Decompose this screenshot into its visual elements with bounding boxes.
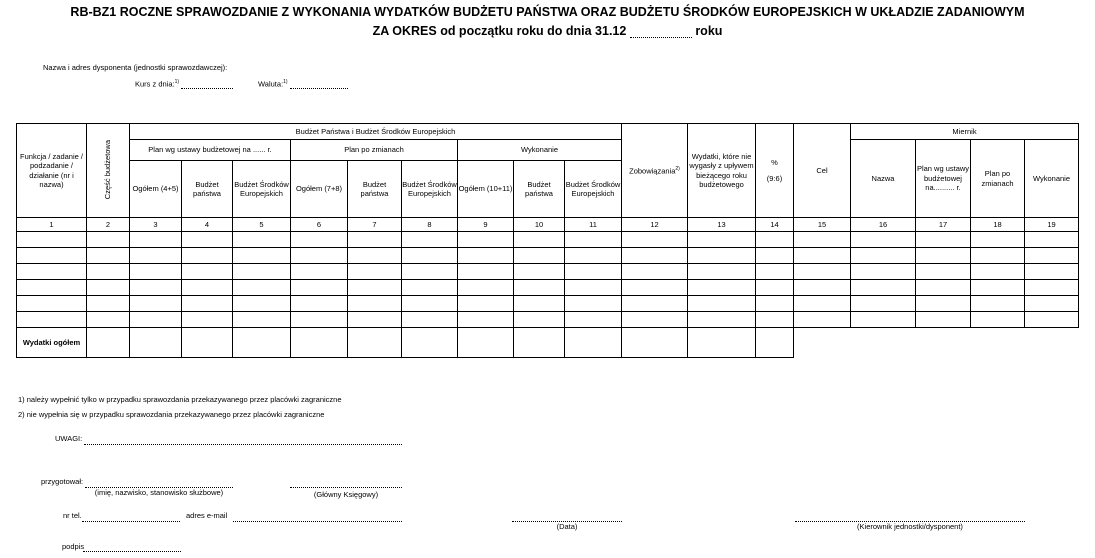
total-cell[interactable] (87, 328, 130, 358)
table-cell[interactable] (851, 264, 916, 280)
table-cell[interactable] (756, 264, 794, 280)
table-cell[interactable] (514, 232, 565, 248)
table-cell[interactable] (130, 280, 182, 296)
col-num: 19 (1025, 218, 1079, 232)
header-budget-group: Budżet Państwa i Budżet Środków Europejskich (130, 124, 622, 140)
table-cell[interactable] (794, 232, 851, 248)
table-cell[interactable] (182, 312, 233, 328)
total-empty (916, 328, 971, 358)
table-cell[interactable] (458, 264, 514, 280)
table-cell[interactable] (17, 296, 87, 312)
table-cell[interactable] (291, 248, 348, 264)
period-prefix: ZA OKRES od początku roku do dnia 31.12 (372, 24, 627, 38)
table-cell[interactable] (233, 264, 291, 280)
table-cell[interactable] (402, 248, 458, 264)
table-cell[interactable] (182, 296, 233, 312)
table-cell[interactable] (233, 312, 291, 328)
table-row (17, 232, 1079, 248)
table-cell[interactable] (1025, 296, 1079, 312)
table-cell[interactable] (348, 312, 402, 328)
header-budzet-se-1: Budżet Środków Europejskich (233, 161, 291, 218)
header-funkcja: Funkcja / zadanie / podzadanie / działanie (nr i nazwa) (17, 124, 87, 218)
currency-sup: 1) (283, 79, 288, 85)
table-cell[interactable] (1025, 248, 1079, 264)
total-cell[interactable] (565, 328, 622, 358)
table-cell[interactable] (916, 312, 971, 328)
rate-label: Kurs z dnia: (135, 79, 175, 89)
table-cell[interactable] (916, 264, 971, 280)
table-cell[interactable] (130, 248, 182, 264)
podpis-label: podpis (62, 542, 85, 551)
period-year-field[interactable] (630, 26, 692, 38)
total-cell[interactable] (622, 328, 688, 358)
table-cell[interactable] (87, 232, 130, 248)
period-suffix: roku (695, 24, 723, 38)
table-cell[interactable] (688, 296, 756, 312)
data-caption: (Data) (556, 522, 578, 531)
total-cell[interactable] (402, 328, 458, 358)
table-cell[interactable] (233, 232, 291, 248)
total-empty (794, 328, 851, 358)
header-ogolem-78: Ogółem (7+8) (291, 161, 348, 218)
table-cell[interactable] (130, 264, 182, 280)
table-cell[interactable] (130, 312, 182, 328)
table-cell[interactable] (688, 280, 756, 296)
header-ogolem-1011: Ogółem (10+11) (458, 161, 514, 218)
table-cell[interactable] (17, 280, 87, 296)
total-row (17, 328, 1079, 358)
table-cell[interactable] (291, 280, 348, 296)
table-cell[interactable] (971, 264, 1025, 280)
col-num: 12 (622, 218, 688, 232)
table-cell[interactable] (17, 232, 87, 248)
table-cell[interactable] (514, 296, 565, 312)
table-row (17, 280, 1079, 296)
col-num: 4 (182, 218, 233, 232)
table-cell[interactable] (971, 296, 1025, 312)
header-cel: Cel (794, 124, 851, 218)
przygotowal-caption: (imię, nazwisko, stanowisko służbowe) (94, 488, 224, 497)
header-miernik-wykonanie: Wykonanie (1025, 140, 1079, 218)
table-cell[interactable] (971, 312, 1025, 328)
table-cell[interactable] (971, 248, 1025, 264)
table-cell[interactable] (87, 264, 130, 280)
nr-tel-label: nr tel. (63, 511, 82, 520)
header-plan-zmian: Plan po zmianach (291, 140, 458, 161)
table-cell[interactable] (182, 264, 233, 280)
table-cell[interactable] (182, 232, 233, 248)
table-cell[interactable] (514, 312, 565, 328)
table-cell[interactable] (916, 280, 971, 296)
table-cell[interactable] (348, 296, 402, 312)
table-row (17, 248, 1079, 264)
nr-tel-field[interactable] (82, 520, 180, 522)
total-cell[interactable] (130, 328, 182, 358)
table-cell[interactable] (458, 280, 514, 296)
table-cell[interactable] (688, 264, 756, 280)
uwagi-field[interactable] (84, 443, 402, 445)
table-cell[interactable] (233, 296, 291, 312)
currency-row (258, 79, 348, 89)
table-cell[interactable] (622, 312, 688, 328)
col-num: 3 (130, 218, 182, 232)
col-num: 13 (688, 218, 756, 232)
table-cell[interactable] (291, 296, 348, 312)
table-cell[interactable] (402, 264, 458, 280)
table-cell[interactable] (971, 232, 1025, 248)
table-cell[interactable] (971, 280, 1025, 296)
table-cell[interactable] (458, 312, 514, 328)
header-zobowiazania-sup: 2) (675, 165, 680, 172)
table-cell[interactable] (17, 312, 87, 328)
table-cell[interactable] (565, 296, 622, 312)
total-cell[interactable] (514, 328, 565, 358)
header-percent (756, 124, 794, 218)
table-cell[interactable] (851, 248, 916, 264)
disponent-label: Nazwa i adres dysponenta (jednostki sprawozdawczej): (43, 63, 228, 72)
table-cell[interactable] (514, 264, 565, 280)
header-budzet-panstwa-3: Budżet państwa (514, 161, 565, 218)
currency-label: Waluta: (258, 79, 284, 89)
table-cell[interactable] (794, 296, 851, 312)
table-cell[interactable] (565, 264, 622, 280)
table-cell[interactable] (756, 312, 794, 328)
total-cell[interactable] (688, 328, 756, 358)
header-percent-formula: (9:6) (766, 173, 783, 183)
total-cell[interactable] (182, 328, 233, 358)
table-cell[interactable] (514, 280, 565, 296)
table-cell[interactable] (794, 280, 851, 296)
total-empty (1025, 328, 1079, 358)
total-empty (851, 328, 916, 358)
table-cell[interactable] (688, 312, 756, 328)
table-cell[interactable] (565, 312, 622, 328)
col-num: 10 (514, 218, 565, 232)
podpis-field[interactable] (83, 550, 181, 552)
table-cell[interactable] (87, 280, 130, 296)
table-cell[interactable] (851, 312, 916, 328)
col-num: 5 (233, 218, 291, 232)
table-cell[interactable] (622, 296, 688, 312)
table-cell[interactable] (402, 232, 458, 248)
email-label: adres e-mail (186, 511, 228, 520)
table-cell[interactable] (756, 280, 794, 296)
header-ogolem-45: Ogółem (4+5) (130, 161, 182, 218)
total-cell[interactable] (233, 328, 291, 358)
table-cell[interactable] (348, 264, 402, 280)
total-cell[interactable] (291, 328, 348, 358)
table-cell[interactable] (756, 296, 794, 312)
total-cell[interactable] (756, 328, 794, 358)
table-cell[interactable] (688, 248, 756, 264)
table-cell[interactable] (1025, 280, 1079, 296)
table-cell[interactable] (402, 296, 458, 312)
table-cell[interactable] (1025, 312, 1079, 328)
col-num: 9 (458, 218, 514, 232)
table-cell[interactable] (916, 232, 971, 248)
total-cell[interactable] (348, 328, 402, 358)
table-cell[interactable] (291, 264, 348, 280)
column-number-row (17, 218, 1079, 232)
header-wydatki-wygasly: Wydatki, które nie wygasły z upływem bieżącego roku budżetowego (688, 124, 756, 218)
uwagi-label: UWAGI: (55, 434, 83, 443)
footnote-2: 2) nie wypełnia się w przypadku sprawozdania przekazywanego przez placówki zagraniczne (18, 410, 325, 419)
table-cell[interactable] (622, 248, 688, 264)
col-num: 16 (851, 218, 916, 232)
kierownik-caption: (Kierownik jednostki/dysponent) (857, 522, 963, 531)
table-cell[interactable] (233, 280, 291, 296)
header-budzet-panstwa-1: Budżet państwa (182, 161, 233, 218)
table-cell[interactable] (514, 248, 565, 264)
table-cell[interactable] (1025, 232, 1079, 248)
table-cell[interactable] (622, 280, 688, 296)
table-cell[interactable] (458, 296, 514, 312)
report-period (0, 24, 1095, 38)
col-num: 14 (756, 218, 794, 232)
table-cell[interactable] (87, 248, 130, 264)
ksiegowy-field[interactable] (290, 486, 402, 488)
col-num: 8 (402, 218, 458, 232)
total-empty (971, 328, 1025, 358)
table-cell[interactable] (458, 232, 514, 248)
table-cell[interactable] (756, 232, 794, 248)
table-cell[interactable] (458, 248, 514, 264)
header-czesc-text: Część budżetowa (103, 139, 113, 199)
table-cell[interactable] (402, 312, 458, 328)
col-num: 11 (565, 218, 622, 232)
table-cell[interactable] (130, 296, 182, 312)
header-plan-ustawy: Plan wg ustawy budżetowej na ...... r. (130, 140, 291, 161)
col-num: 7 (348, 218, 402, 232)
table-cell[interactable] (291, 232, 348, 248)
table-cell[interactable] (182, 248, 233, 264)
table-cell[interactable] (402, 280, 458, 296)
ksiegowy-caption: (Główny Księgowy) (313, 490, 379, 499)
przygotowal-label: przygotował: (41, 477, 84, 486)
header-budzet-panstwa-2: Budżet państwa (348, 161, 402, 218)
table-cell[interactable] (916, 248, 971, 264)
total-label: Wydatki ogółem (17, 328, 87, 358)
table-cell[interactable] (794, 312, 851, 328)
col-num: 18 (971, 218, 1025, 232)
col-num: 1 (17, 218, 87, 232)
table-body (17, 232, 1079, 328)
table-cell[interactable] (130, 232, 182, 248)
table-cell[interactable] (622, 264, 688, 280)
table-cell[interactable] (851, 232, 916, 248)
table-cell[interactable] (17, 248, 87, 264)
table-row (17, 264, 1079, 280)
table-cell[interactable] (794, 264, 851, 280)
col-num: 6 (291, 218, 348, 232)
table-row (17, 296, 1079, 312)
rate-sup: 1) (174, 79, 180, 85)
header-miernik-plan-zmian: Plan po zmianach (971, 140, 1025, 218)
table-cell[interactable] (851, 280, 916, 296)
table-cell[interactable] (87, 296, 130, 312)
table-cell[interactable] (688, 232, 756, 248)
header-zobowiazania (622, 124, 688, 218)
header-miernik: Miernik (851, 124, 1079, 140)
currency-field[interactable] (290, 80, 348, 89)
table-cell[interactable] (565, 280, 622, 296)
table-cell[interactable] (622, 232, 688, 248)
footnote-1: 1) należy wypełnić tylko w przypadku sprawozdania przekazywanego przez placówki zagraniczne (18, 395, 342, 404)
report-title: RB-BZ1 ROCZNE SPRAWOZDANIE Z WYKONANIA WYDATKÓW BUDŻETU PAŃSTWA ORAZ BUDŻETU ŚRODKÓW EUROPEJSKICH W UKŁADZIE ZADANIOWYM (70, 5, 1025, 19)
header-wykonanie-group: Wykonanie (458, 140, 622, 161)
table-cell[interactable] (565, 232, 622, 248)
table-cell[interactable] (17, 264, 87, 280)
header-miernik-nazwa: Nazwa (851, 140, 916, 218)
header-budzet-se-2: Budżet Środków Europejskich (402, 161, 458, 218)
header-czesc (87, 124, 130, 218)
report-table (16, 123, 1079, 358)
col-num: 15 (794, 218, 851, 232)
table-row (17, 312, 1079, 328)
header-miernik-plan-ustawy: Plan wg ustawy budżetowej na.......... r. (916, 140, 971, 218)
table-cell[interactable] (348, 248, 402, 264)
col-num: 2 (87, 218, 130, 232)
col-num: 17 (916, 218, 971, 232)
rate-row (135, 79, 233, 89)
total-cell[interactable] (458, 328, 514, 358)
header-budzet-se-3: Budżet Środków Europejskich (565, 161, 622, 218)
header-zobowiazania-text: Zobowiązania (629, 166, 676, 176)
table-cell[interactable] (756, 248, 794, 264)
table-cell[interactable] (182, 280, 233, 296)
table-cell[interactable] (87, 312, 130, 328)
table-cell[interactable] (916, 296, 971, 312)
table-cell[interactable] (851, 296, 916, 312)
table-cell[interactable] (1025, 264, 1079, 280)
table-cell[interactable] (348, 232, 402, 248)
email-field[interactable] (233, 520, 402, 522)
table-cell[interactable] (794, 248, 851, 264)
table-cell[interactable] (291, 312, 348, 328)
table-cell[interactable] (565, 248, 622, 264)
table-cell[interactable] (348, 280, 402, 296)
rate-field[interactable] (181, 80, 233, 89)
table-cell[interactable] (233, 248, 291, 264)
header-percent-sign: % (771, 158, 778, 168)
